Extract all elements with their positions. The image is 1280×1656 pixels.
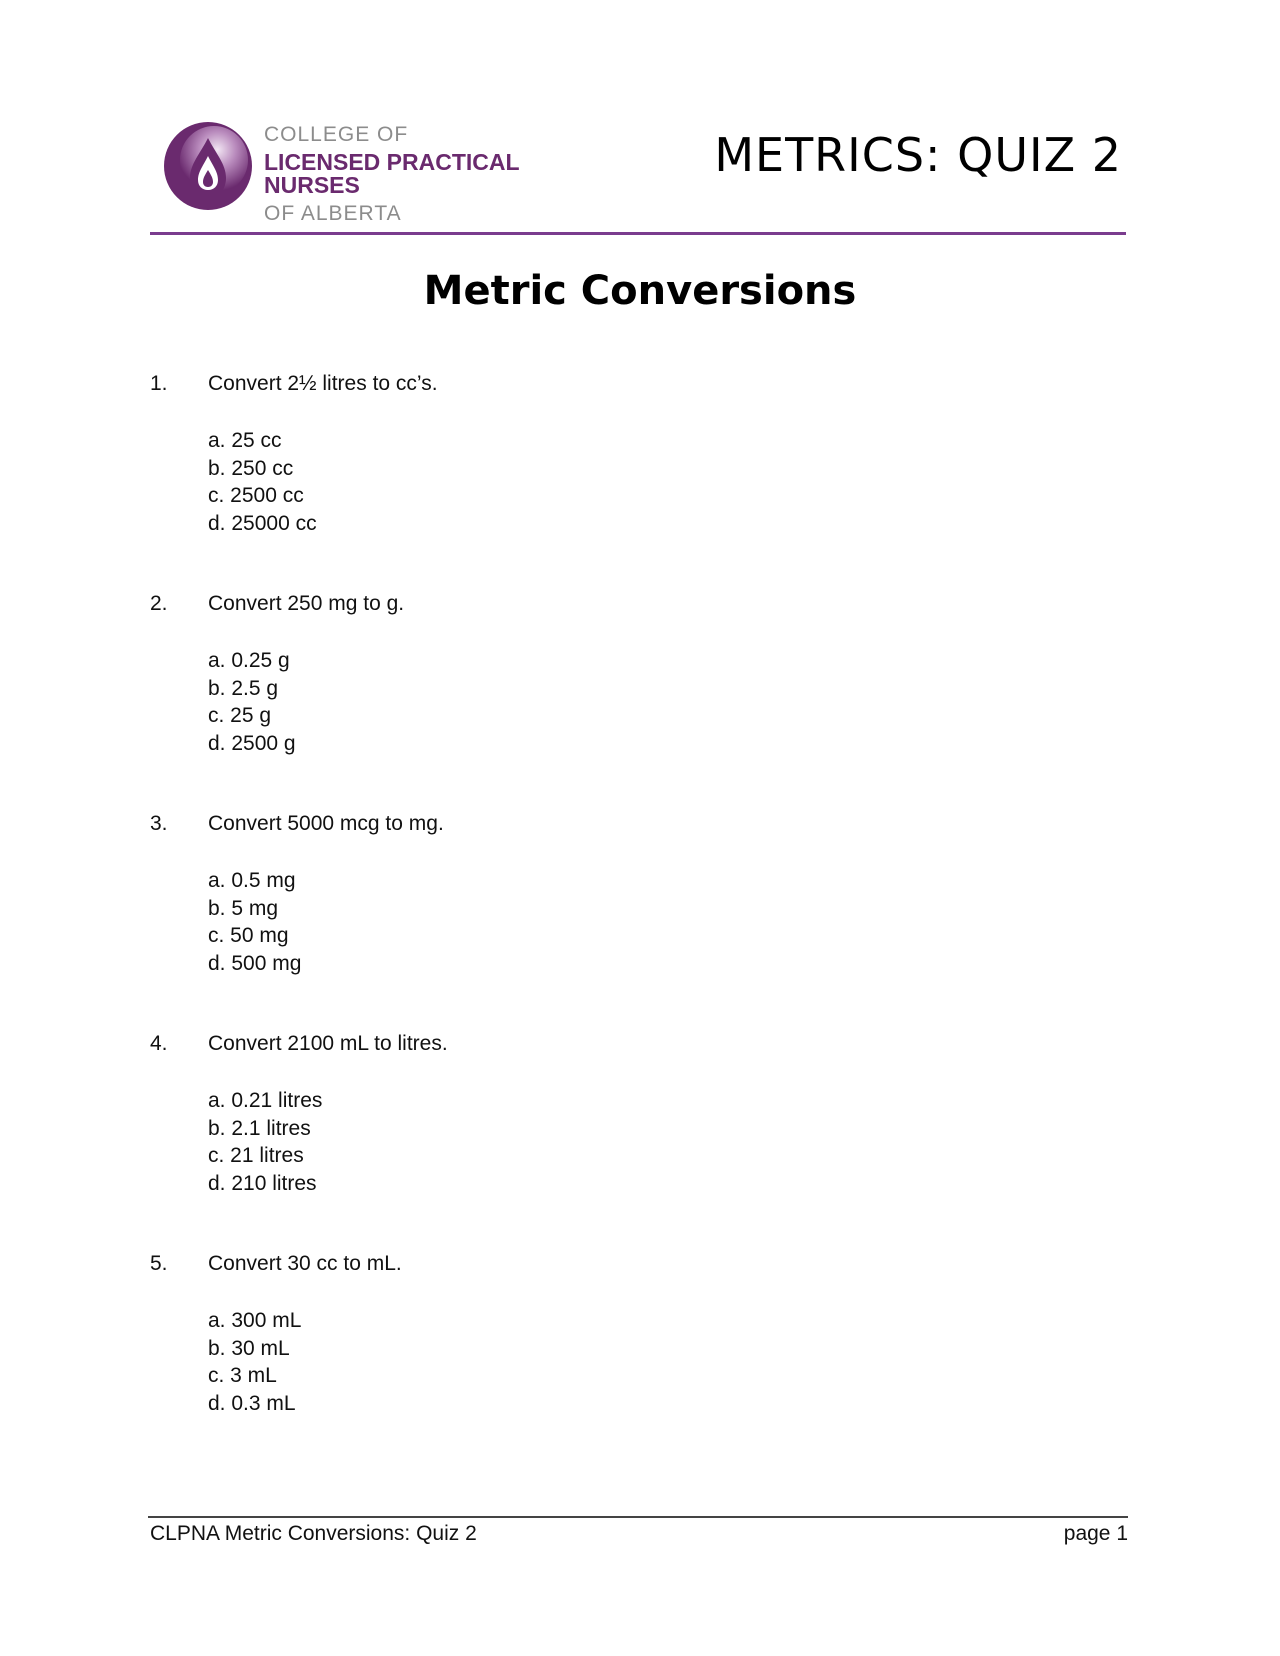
answer-options [208, 1087, 322, 1197]
question-3 [150, 812, 1110, 1032]
question-2 [150, 592, 1110, 812]
logo-line-alberta: OF ALBERTA [264, 202, 402, 225]
question-number: 2. [150, 592, 168, 615]
option-a: a. 25 cc [208, 429, 282, 452]
option-c: c. 21 litres [208, 1144, 304, 1167]
option-a: a. 0.5 mg [208, 869, 296, 892]
answer-options [208, 427, 317, 537]
question-number: 1. [150, 372, 168, 395]
question-4 [150, 1032, 1110, 1252]
option-d: d. 500 mg [208, 951, 302, 975]
option-b: b. 5 mg [208, 896, 279, 920]
page-number: page 1 [1063, 1522, 1128, 1545]
page-title: Metric Conversions [423, 268, 857, 314]
option-b: b. 30 mL [208, 1336, 290, 1360]
question-number: 3. [150, 812, 168, 835]
question-text: Convert 2½ litres to cc’s. [208, 372, 438, 395]
header-divider [150, 232, 1126, 235]
option-a: a. 0.21 litres [208, 1089, 323, 1112]
option-c: c. 2500 cc [208, 484, 304, 507]
logo-text [264, 124, 616, 224]
option-b: b. 2.1 litres [208, 1116, 311, 1140]
answer-options [208, 1307, 301, 1417]
question-1 [150, 372, 1110, 592]
flame-drop-logo-icon [156, 120, 260, 212]
question-text: Convert 5000 mcg to mg. [208, 812, 444, 835]
option-a: a. 0.25 g [208, 649, 290, 672]
option-c: c. 3 mL [208, 1364, 277, 1387]
option-b: b. 2.5 g [208, 676, 279, 700]
question-text: Convert 2100 mL to litres. [208, 1032, 448, 1055]
option-d: d. 25000 cc [208, 511, 317, 535]
footer-divider [148, 1516, 1128, 1518]
question-text: Convert 30 cc to mL. [208, 1252, 402, 1275]
logo-line-lpn: LICENSED PRACTICAL NURSES [264, 149, 520, 198]
clpna-logo [156, 118, 616, 225]
answer-options [208, 647, 296, 757]
option-c: c. 50 mg [208, 924, 289, 947]
question-number: 5. [150, 1252, 168, 1275]
footer-document-title: CLPNA Metric Conversions: Quiz 2 [150, 1522, 477, 1545]
option-d: d. 2500 g [208, 731, 296, 755]
question-list [150, 372, 1110, 1472]
question-text: Convert 250 mg to g. [208, 592, 405, 615]
option-d: d. 0.3 mL [208, 1391, 296, 1415]
option-d: d. 210 litres [208, 1171, 317, 1195]
quiz-title: METRICS: QUIZ 2 [714, 128, 1122, 182]
option-b: b. 250 cc [208, 456, 294, 480]
option-a: a. 300 mL [208, 1309, 302, 1332]
question-number: 4. [150, 1032, 168, 1055]
answer-options [208, 867, 301, 977]
option-c: c. 25 g [208, 704, 272, 727]
logo-line-college: COLLEGE OF [264, 123, 409, 146]
question-5 [150, 1252, 1110, 1472]
